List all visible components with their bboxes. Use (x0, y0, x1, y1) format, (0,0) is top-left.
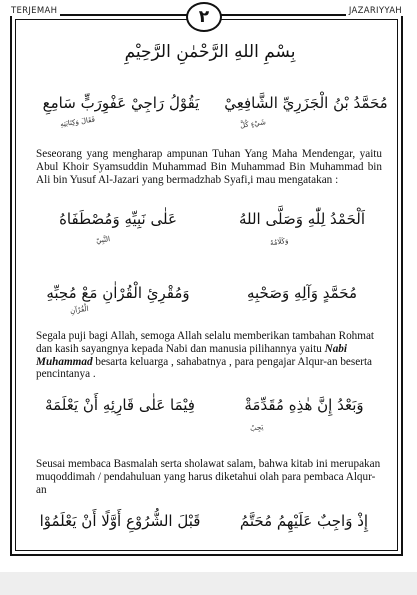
header-left-label: TERJEMAH (8, 6, 60, 16)
paragraph-2-text-b: besarta keluarga , sahabatnya , para pengajar Alqur-an beserta pencintanya . (36, 355, 373, 381)
bottom-margin-band (0, 572, 417, 595)
verse5-left-hemistich: قَبْلَ الشُّرُوْعِ أَوَّلًا أَنْ يَعْلَمُوْا (39, 512, 201, 530)
verse3-right-hemistich: مُحَمَّدٍ وَآلِهِ وَصَحْبِهِ (246, 284, 358, 302)
interlinear-gloss: الْقُرْآنِ (69, 304, 90, 316)
basmalah: بِسْمِ اللهِ الرَّحْمٰنِ الرَّحِيْمِ (124, 42, 296, 62)
verse4-right-hemistich: وَبَعْدُ إِنَّ هٰذِهِ مُقَدِّمَةْ (244, 396, 364, 414)
header-right-label: JAZARIYYAH (346, 6, 405, 16)
paragraph-2-text-a: Segala puji bagi Allah, semoga Allah selalu memberikan tambahan Rohmat dan kasih sayangnya kepada Nabi dan manusia pilihannya yaitu (36, 330, 375, 355)
translation-paragraph-3: Seusai membaca Basmalah serta sholawat salam, bahwa kitab ini merupakan muqoddimah / pendahuluan yang harus diketahui olah para pembaca Alqur-an (36, 458, 381, 496)
interlinear-gloss: وَكَلَامُهُ (269, 236, 289, 248)
paragraph-2-emphasis: Nabi Muhammad (36, 342, 347, 368)
verse4-left-hemistich: فِيْمَا عَلٰى قَارِئِهِ أَنْ يَعْلَمَهْ (45, 396, 195, 414)
translation-paragraph-1: Seseorang yang mengharap ampunan Tuhan Yang Maha Mendengar, yaitu Abul Khoir Syamsuddin Muhammad Bin Muhammad Bin Muhammad bin Ali bin Yusuf Al-Jazari yang bermadzhab Syafi,i mau mengatakan : (36, 148, 382, 186)
verse3-left-hemistich: وَمُقْرِئِ الْقُرْاٰنِ مَعْ مُحِبِّهِ (46, 284, 190, 302)
interlinear-gloss: شَيْءٍ كُلَّ (239, 118, 267, 130)
verse2-left-hemistich: عَلٰى نَبِيِّهِ وَمُصْطَفَاهُ (59, 210, 177, 228)
verse5-right-hemistich: إِذْ وَاجِبٌ عَلَيْهِمُ مُحَتَّمُ (239, 512, 369, 530)
interlinear-gloss: النَّبِيّ (95, 235, 111, 245)
interlinear-gloss: يَجِبُ (249, 423, 264, 433)
verse2-right-hemistich: اَلْحَمْدُ لِلّٰهِ وَصَلَّى اللهُ (238, 210, 366, 228)
verse1-left-hemistich: يَقُوْلُ رَاجِيْ عَفْوِرَبٍّ سَامِعِ (42, 94, 200, 112)
verse1-right-hemistich: مُحَمَّدُ بْنُ الْجَزَرِيِّ الشَّافِعِيْ (224, 94, 388, 112)
page-number-badge: ٢ (186, 2, 222, 32)
translation-paragraph-2 (36, 330, 382, 381)
interlinear-gloss: فَقَالَ وَكِتَابَتِهِ (59, 115, 96, 129)
